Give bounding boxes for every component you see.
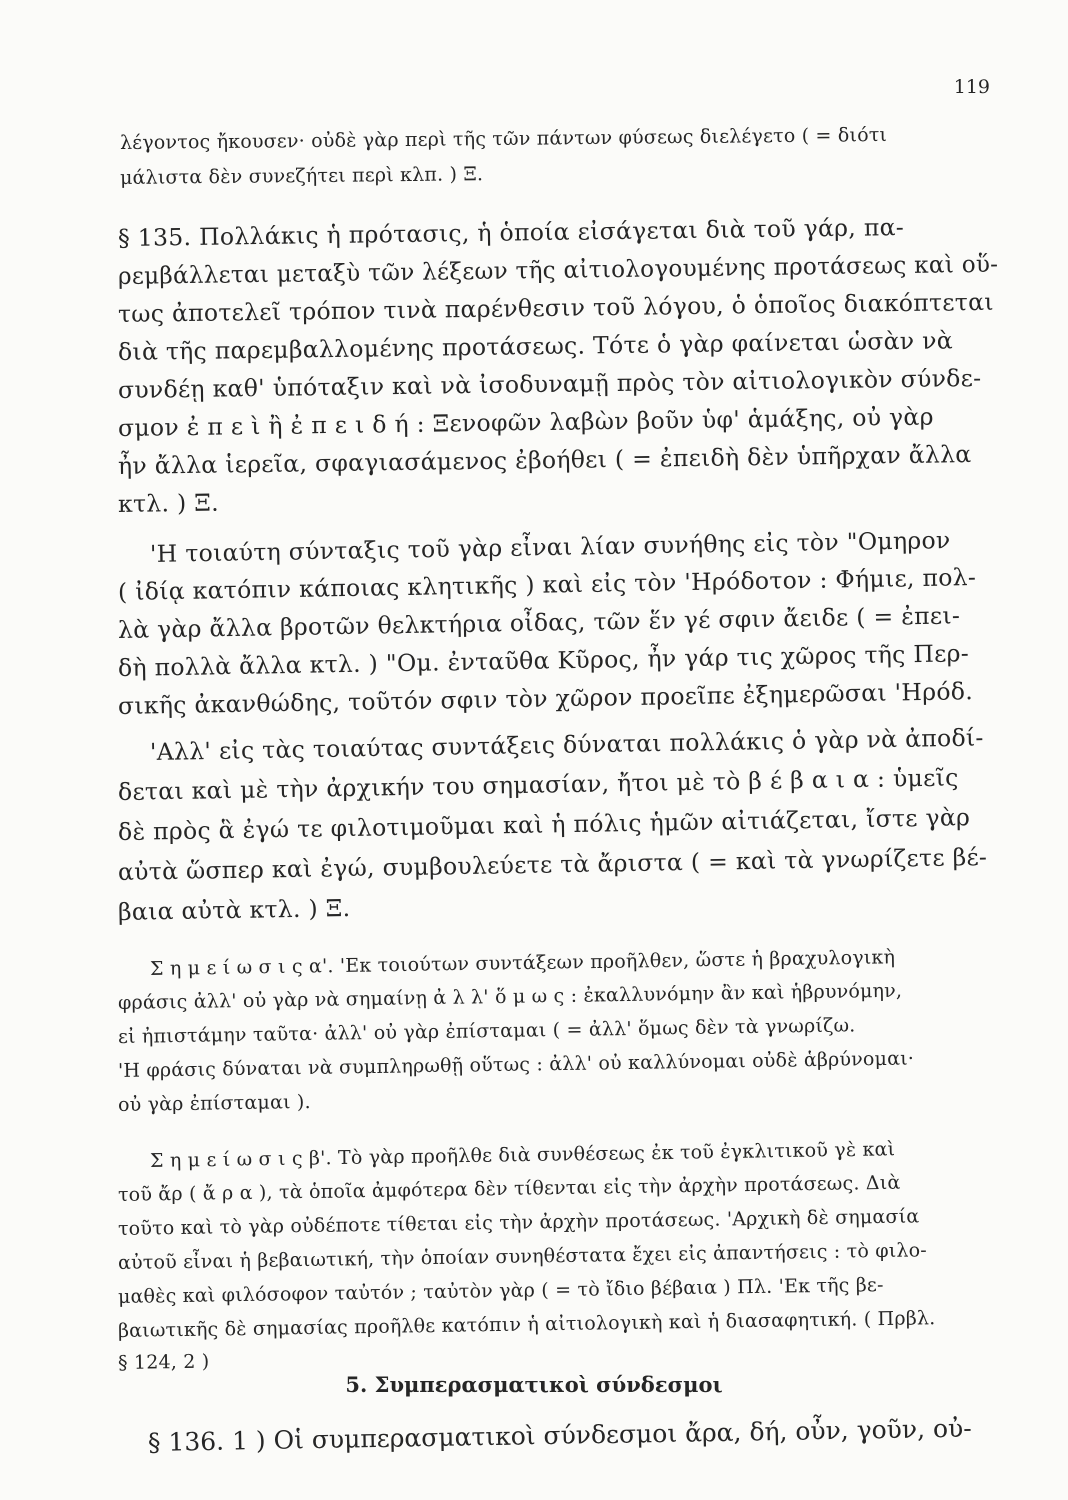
text-line: μάλιστα δὲν συνεζήτει περὶ κλπ. ) Ξ. (119, 163, 484, 189)
final-line: § 136. 1 ) Οἱ συμπερασματικοὶ σύνδεσμοι ἄρα, δή, οὖν, γοῦν, οὐ- (147, 1413, 972, 1457)
section-heading: 5. Συμπερασματικοὶ σύνδεσμοι (345, 1372, 723, 1397)
text-line: βαια αὐτὰ κτλ. ) Ξ. (117, 893, 351, 926)
note-line: οὐ γὰρ ἐπίσταμαι ). (117, 1090, 311, 1116)
text-line: 'Η τοιαύτη σύνταξις τοῦ γὰρ εἶναι λίαν συνήθης εἰς τὸν "Ομηρον (149, 526, 951, 568)
note-line: τοῦτο καὶ τὸ γὰρ οὐδέποτε τίθεται εἰς τὴν ἀρχὴν προτάσεως. 'Αρχικὴ δὲ σημασία (117, 1205, 920, 1240)
note-line: φράσις ἀλλ' οὐ γὰρ νὰ σημαίνῃ ἀ λ λ' ὅ μ ω ς : ἐκαλλυνόμην ἂν καὶ ἡβρυνόμην, (117, 979, 903, 1014)
text-line: ἦν ἄλλα ἱερεῖα, σφαγιασάμενος ἐβοήθει ( = ἐπειδὴ δὲν ὑπῆρχαν ἄλλα (117, 440, 972, 480)
text-line: τως ἀποτελεῖ τρόπον τινὰ παρένθεσιν τοῦ λόγου, ὁ ὁποῖος διακόπτεται (117, 287, 994, 328)
text-line: § 135. Πολλάκις ἡ πρότασις, ἡ ὁποία εἰσάγεται διὰ τοῦ γάρ, πα- (117, 213, 905, 252)
note-line: Σ η μ ε ί ω σ ι ς α'. 'Εκ τοιούτων συντάξεων προῆλθεν, ὥστε ἡ βραχυλογικὴ (149, 946, 896, 980)
text-line: δὴ πολλὰ ἄλλα κτλ. ) "Ομ. ἐνταῦθα Κῦρος, ἦν γάρ τις χῶρος τῆς Περ- (117, 639, 970, 682)
text-line: ρεμβάλλεται μεταξὺ τῶν λέξεων τῆς αἰτιολογουμένης προτάσεως καὶ οὕ- (117, 249, 999, 290)
note-line: εἰ ἠπιστάμην ταῦτα· ἀλλ' οὐ γὰρ ἐπίσταμαι ( = ἀλλ' ὅμως δὲν τὰ γνωρίζω. (117, 1014, 856, 1048)
text-line: κτλ. ) Ξ. (117, 488, 220, 518)
text-line: αὐτὰ ὥσπερ καὶ ἐγώ, συμβουλεύετε τὰ ἄριστα ( = καὶ τὰ γνωρίζετε βέ- (117, 842, 988, 886)
note-line: βαιωτικῆς δὲ σημασίας προῆλθε κατόπιν ἡ αἰτιολογικὴ καὶ ἡ διασαφητική. ( Πρβλ. (117, 1307, 936, 1342)
note-line: μαθὲς καὶ φιλόσοφον ταὐτόν ; ταὐτὸν γὰρ ( = τὸ ἴδιο βέβαια ) Πλ. 'Εκ τῆς βε- (117, 1273, 884, 1308)
text-line: συνδέῃ καθ' ὑπόταξιν καὶ νὰ ἰσοδυναμῇ πρὸς τὸν αἰτιολογικὸν σύνδε- (117, 363, 982, 404)
text-line: σικῆς ἀκανθώδης, τοῦτόν σφιν τὸν χῶρον προεῖπε ἐξημερῶσαι 'Ηρόδ. (117, 677, 974, 720)
text-line: 'Αλλ' εἰς τὰς τοιαύτας συντάξεις δύναται πολλάκις ὁ γὰρ νὰ ἀποδί- (149, 723, 984, 766)
note-line: 'Η φράσις δύναται νὰ συμπληρωθῇ οὕτως : ἀλλ' οὐ καλλύνομαι οὐδὲ ἁβρύνομαι· (117, 1047, 915, 1082)
note-line: τοῦ ἄρ ( ἄ ρ α ), τὰ ὁποῖα ἀμφότερα δὲν τίθενται εἰς τὴν ἀρχὴν προτάσεως. Διὰ (117, 1171, 901, 1206)
text-line: διὰ τῆς παρεμβαλλομένης προτάσεως. Τότε ὁ γὰρ φαίνεται ὡσὰν νὰ (117, 326, 954, 366)
text-line: ( ἰδίᾳ κατόπιν κάποιας κλητικῆς ) καὶ εἰς τὸν 'Ηρόδοτον : Φήμιε, πολ- (117, 563, 977, 606)
text-line: λὰ γὰρ ἄλλα βροτῶν θελκτήρια οἶδας, τῶν ἕν γέ σφιν ἄειδε ( = ἐπει- (117, 601, 961, 644)
text-line: δεται καὶ μὲ τὴν ἀρχικήν του σημασίαν, ἤτοι μὲ τὸ β έ β α ι α : ὑμεῖς (117, 763, 959, 806)
note-line: αὐτοῦ εἶναι ἡ βεβαιωτική, τὴν ὁποίαν συνηθέστατα ἔχει εἰς ἀπαντήσεις : τὸ φιλο- (117, 1239, 928, 1274)
note-line: § 124, 2 ) (117, 1350, 210, 1374)
text-line: δὲ πρὸς ἃ ἐγώ τε φιλοτιμοῦμαι καὶ ἡ πόλις ἡμῶν αἰτιάζεται, ἴστε γὰρ (117, 803, 971, 846)
text-line: σμον ἐ π ε ὶ ἢ ἐ π ε ι δ ή : Ξενοφῶν λαβὼν βοῦν ὑφ' ἁμάξης, οὐ γὰρ (117, 402, 934, 442)
note-line: Σ η μ ε ί ω σ ι ς β'. Τὸ γὰρ προῆλθε διὰ συνθέσεως ἐκ τοῦ ἐγκλιτικοῦ γὲ καὶ (149, 1138, 896, 1172)
page-number: 119 (953, 76, 990, 98)
text-line: λέγοντος ἤκουσεν· οὐδὲ γὰρ περὶ τῆς τῶν πάντων φύσεως διελέγετο ( = διότι (119, 123, 888, 154)
